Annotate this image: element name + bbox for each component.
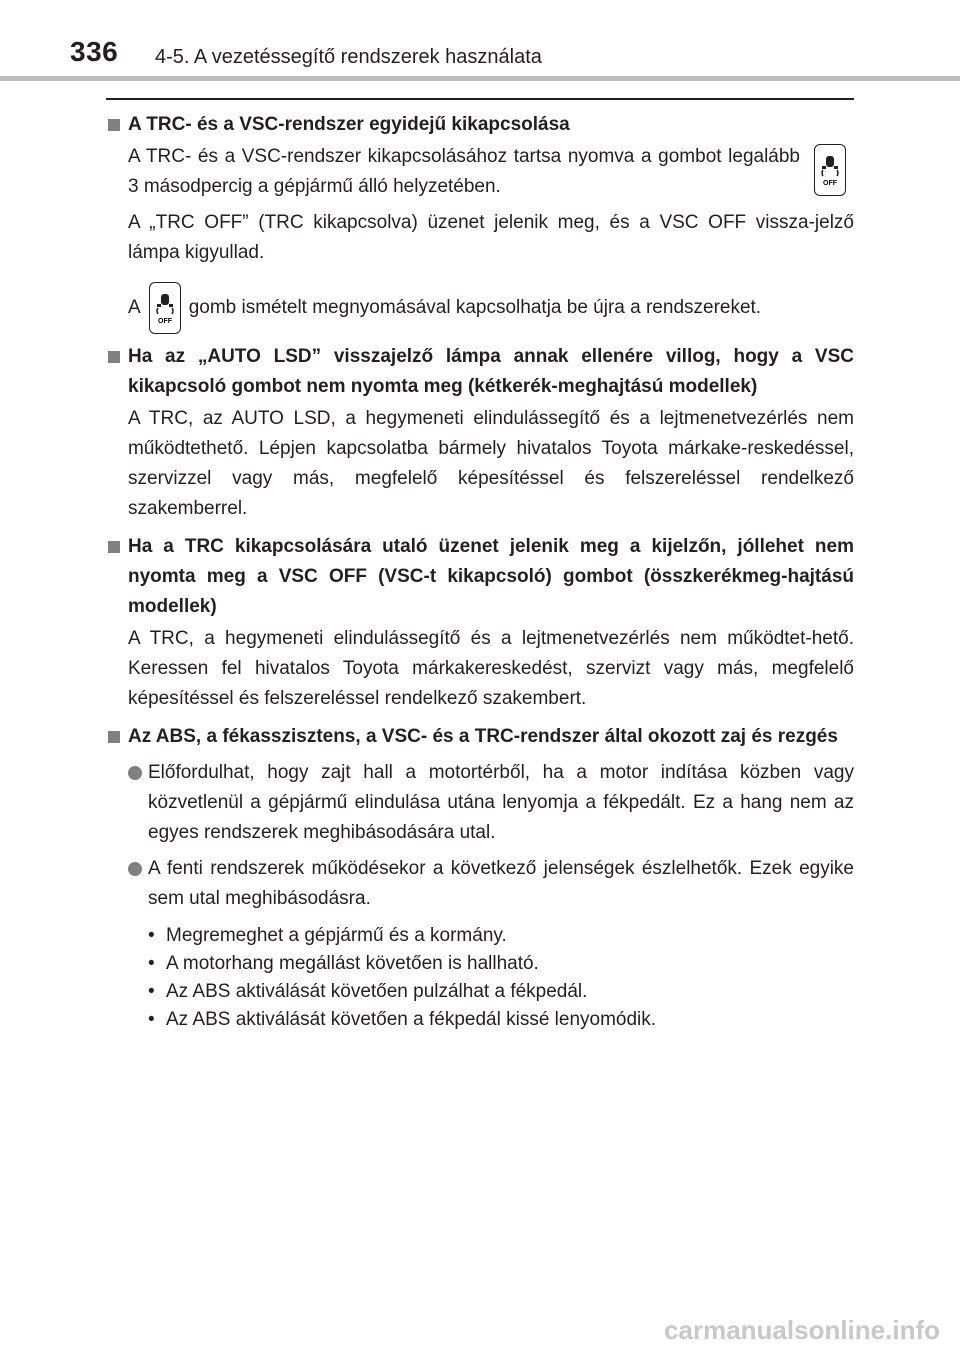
bullet-text: A fenti rendszerek működésekor a következő jelenségek észlelhetők. Ezek egyike sem utal meghibásodásra. (148, 858, 854, 909)
section-heading (106, 722, 854, 752)
square-bullet-icon (108, 351, 120, 363)
watermark: carmanualsonline.info (664, 1315, 940, 1345)
bullet-item (106, 758, 854, 848)
text: gombot legalább 3 másodpercig a gépjármű álló helyzetében. (128, 146, 801, 197)
vsc-off-button-icon (814, 144, 846, 196)
section-noise-vibration (106, 722, 854, 1034)
circle-bullet-icon (128, 862, 142, 876)
paragraph: A TRC, a hegymeneti elindulássegítő és a lejtmenetvezérlés nem működtet-hető. Keressen fel hivatalos Toyota márkakereskedést, szervizt vagy más, megfelelő képesítéssel és felszereléssel rendelkező szakembert. (128, 628, 854, 709)
vsc-off-button-icon (149, 282, 181, 334)
text: A TRC- és a VSC-rendszer kikapcsolásához tartsa nyomva a (128, 146, 652, 167)
heading-text: A TRC- és a VSC-rendszer egyidejű kikapcsolása (128, 114, 570, 135)
paragraph: A TRC, az AUTO LSD, a hegymeneti elindulássegítő és a lejtmenetvezérlés nem működtethető. Lépjen kapcsolatba bármely hivatalos Toyota márkake-reskedéssel, szervizzel vagy más, megfelelő képesítéssel és felszereléssel rendelkező szakemberrel. (128, 408, 854, 519)
section-trc-message (106, 532, 854, 714)
paragraph (128, 142, 854, 202)
bullet-text: Előfordulhat, hogy zajt hall a motortérből, ha a motor indítása közben vagy közvetlenül a gépjármű elindulása utána lenyomja a fékpedált. Ez a hang nem az egyes rendszerek meghibásodására utal. (148, 762, 854, 843)
section-trc-vsc-off (106, 110, 854, 334)
off-text: OFF (157, 318, 172, 325)
section-title: 4-5. A vezetéssegítő rendszerek használata (155, 46, 542, 68)
list-item: • A motorhang megállást követően is hallható. (148, 950, 854, 978)
circle-bullet-icon (128, 766, 142, 780)
paragraph: A „TRC OFF” (TRC kikapcsolva) üzenet jelenik meg, és a VSC OFF vissza-jelző lámpa kigyullad. (128, 212, 854, 263)
content-rule (106, 98, 854, 100)
heading-text: Az ABS, a fékasszisztens, a VSC- és a TRC-rendszer által okozott zaj és rezgés (128, 726, 838, 747)
section-heading (106, 342, 854, 402)
list-item: • Az ABS aktiválását követően a fékpedál kissé lenyomódik. (148, 1006, 854, 1034)
header-rule (0, 76, 960, 81)
heading-text: Ha a TRC kikapcsolására utaló üzenet jelenik meg a kijelzőn, jóllehet nem nyomta meg a VSC OFF (VSC-t kikapcsoló) gombot (összkerékmeg-hajtású modellek) (128, 536, 854, 617)
paragraph (128, 282, 854, 334)
list-item: • Megremeghet a gépjármű és a kormány. (148, 922, 854, 950)
text: gomb ismételt megnyomásával kapcsolhatja be újra a rendszereket. (188, 297, 762, 318)
content-area (106, 110, 854, 1042)
off-text: OFF (823, 180, 837, 187)
square-bullet-icon (108, 541, 120, 553)
bullet-item (106, 854, 854, 914)
symptom-list (106, 922, 854, 1034)
square-bullet-icon (108, 731, 120, 743)
heading-text: Ha az „AUTO LSD” visszajelző lámpa annak ellenére villog, hogy a VSC kikapcsoló gombot nem nyomta meg (kétkerék-meghajtású modellek) (128, 346, 854, 397)
square-bullet-icon (108, 119, 120, 131)
section-heading (106, 110, 854, 140)
section-heading (106, 532, 854, 622)
page-number: 336 (70, 36, 119, 67)
text: A (128, 297, 141, 318)
section-auto-lsd (106, 342, 854, 524)
list-item: • Az ABS aktiválását követően pulzálhat a fékpedál. (148, 978, 854, 1006)
